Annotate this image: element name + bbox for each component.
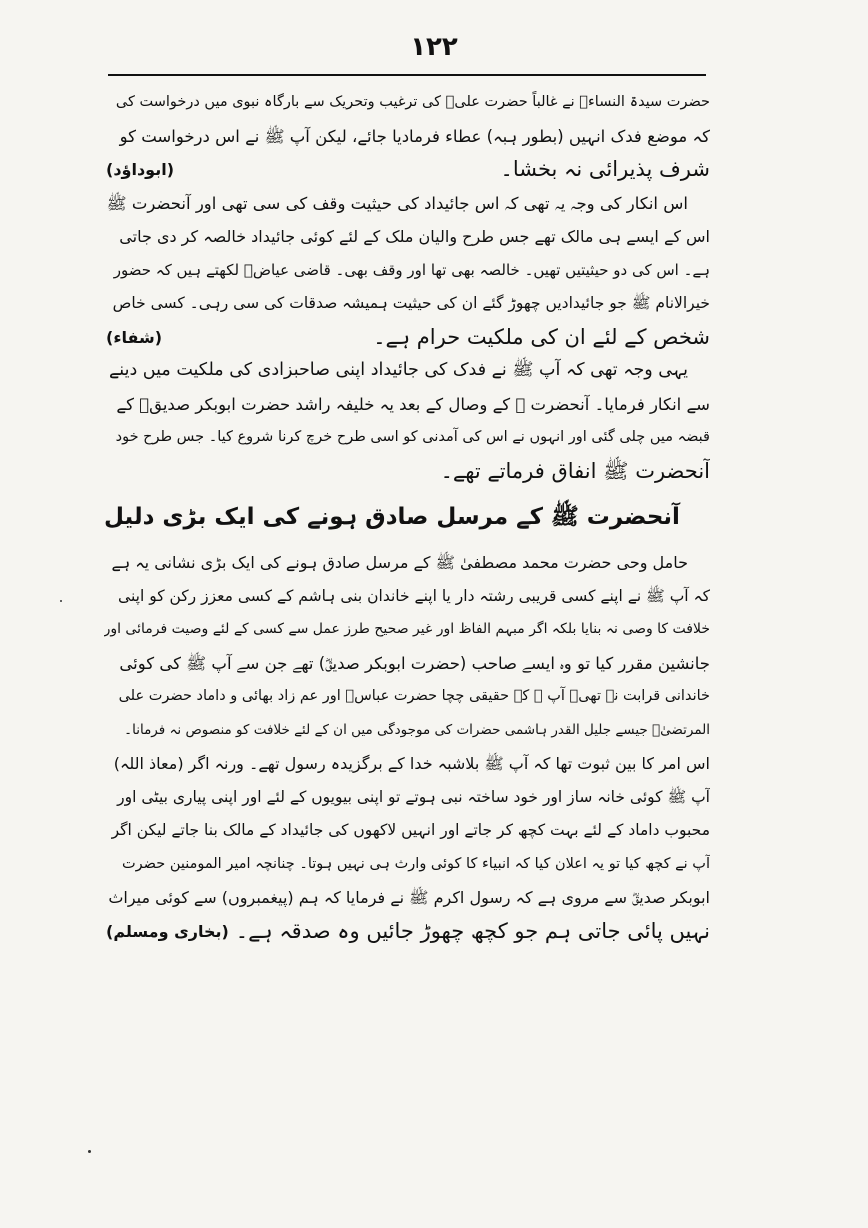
text-line: ہے۔ اس کی دو حیثیتیں تھیں۔ خالصہ بھی تھا اور وقف بھی۔ قاضی عیاضؒ لکھتے ہیں کہ حضور — [113, 260, 710, 279]
paragraph — [104, 86, 710, 187]
reference-citation: (ابوداؤد) — [106, 160, 174, 179]
reference-citation: (شفاء) — [106, 327, 163, 347]
paragraph — [104, 354, 710, 488]
text-line: المرتضیٰؓ جیسے جلیل القدر ہاشمی حضرات کی موجودگی میں ان کے لئے خلافت کو منصوص نہ فرمانا۔ — [124, 721, 710, 738]
text-line: سے انکار فرمایا۔ آنحضرت ﷺ کے وصال کے بعد یہ خلیفہ راشد حضرت ابوبکر صدیقؓ کے — [116, 394, 710, 414]
text-line: خاندانی قرابت نہ تھی۔ آپ ﷺ کے حقیقی چچا حضرت عباسؓ اور عم زاد بھائی و داماد حضرت علی — [118, 688, 710, 704]
text-line: آنحضرت ﷺ انفاق فرماتے تھے۔ — [440, 458, 710, 483]
section-heading: آنحضرت ﷺ کے مرسل صادق ہونے کی ایک بڑی دلیل — [104, 504, 680, 530]
text-line: کہ آپ ﷺ نے اپنے کسی قریبی رشتہ دار یا اپنے خاندان بنی ہاشم کے کسی معزز رکن کو اپنی — [118, 586, 710, 605]
text-line: شرف پذیرائی نہ بخشا۔ (ابوداؤد) — [104, 153, 710, 187]
text-line: جانشین مقرر کیا تو وہ ایسے صاحب (حضرت ابوبکر صدیقؓ) تھے جن سے آپ ﷺ کی کوئی — [119, 653, 710, 673]
paragraph — [104, 187, 710, 355]
scan-speck — [88, 1150, 91, 1153]
text-line: ابوبکر صدیقؓ سے مروی ہے کہ رسول اکرم ﷺ نے فرمایا کہ ہم (پیغمبروں) سے کوئی میراث — [108, 888, 710, 907]
text-line: حامل وحی حضرت محمد مصطفیٰ ﷺ کے مرسل صادق ہونے کی ایک بڑی نشانی یہ ہے — [111, 553, 688, 572]
text-line: اس امر کا بین ثبوت تھا کہ آپ ﷺ بلاشبہ خدا کے برگزیدہ رسول تھے۔ ورنہ اگر (معاذ اللہ) — [113, 754, 710, 773]
text-line: آپ نے کچھ کیا تو یہ اعلان کیا کہ انبیاء کا کوئی وارث ہی نہیں ہوتا۔ چنانچہ امیر المومنین حضرت — [122, 855, 710, 872]
header-rule — [108, 74, 706, 76]
scan-speck — [60, 600, 62, 602]
text-line: خیرالانام ﷺ جو جائیدادیں چھوڑ گئے ان کی حیثیت ہمیشہ صدقات کی سی رہی۔ کسی خاص — [112, 294, 710, 312]
page-number: ۱۲۲ — [410, 32, 458, 62]
page-body — [104, 86, 710, 948]
text-line: اس انکار کی وجہ یہ تھی کہ اس جائیداد کی حیثیت وقف کی سی تھی اور آنحضرت ﷺ — [106, 193, 688, 213]
text-line: خلافت کا وصی نہ بنایا بلکہ اگر مبہم الفاظ اور غیر صحیح طرز عمل سے کسی کے لئے وصیت فرمائی اور — [104, 621, 710, 637]
text-line: شخص کے لئے ان کی ملکیت حرام ہے۔ (شفاء) — [104, 321, 710, 355]
text-line: نہیں پائی جاتی ہم جو کچھ چھوڑ جائیں وہ صدقہ ہے۔ (بخاری ومسلم) — [104, 915, 710, 949]
text-line: آپ ﷺ کوئی خانہ ساز اور خود ساختہ نبی ہوتے تو اپنی بیویوں کے لئے اور اپنی پیاری بیٹی اور — [117, 787, 710, 806]
text-line: کہ موضع فدک انہیں (بطور ہبہ) عطاء فرمادیا جائے، لیکن آپ ﷺ نے اس درخواست کو — [119, 126, 710, 146]
text-line: قبضہ میں چلی گئی اور انہوں نے اس کی آمدنی کو اسی طرح خرچ کرنا شروع کیا۔ جس طرح خود — [115, 429, 710, 445]
text-line: یہی وجہ تھی کہ آپ ﷺ نے فدک کی جائیداد اپنی صاحبزادی کی ملکیت میں دینے — [109, 360, 688, 380]
text-line: اس کے ایسے ہی مالک تھے جس طرح والیان ملک کے لئے کوئی جائیداد خالصہ کر دی جاتی — [119, 227, 710, 246]
reference-citation: (بخاری ومسلم) — [106, 921, 229, 941]
text-line: محبوب داماد کے لئے بہت کچھ کر جاتے اور انہیں لاکھوں کی جائیداد کے مالک بنا جاتے لیکن اگر — [111, 821, 710, 839]
text-line: حضرت سیدۃ النساءؓ نے غالباً حضرت علیؓ کی ترغیب وتحریک سے بارگاہ نبوی میں درخواست کی — [115, 94, 710, 110]
paragraph — [104, 546, 710, 948]
